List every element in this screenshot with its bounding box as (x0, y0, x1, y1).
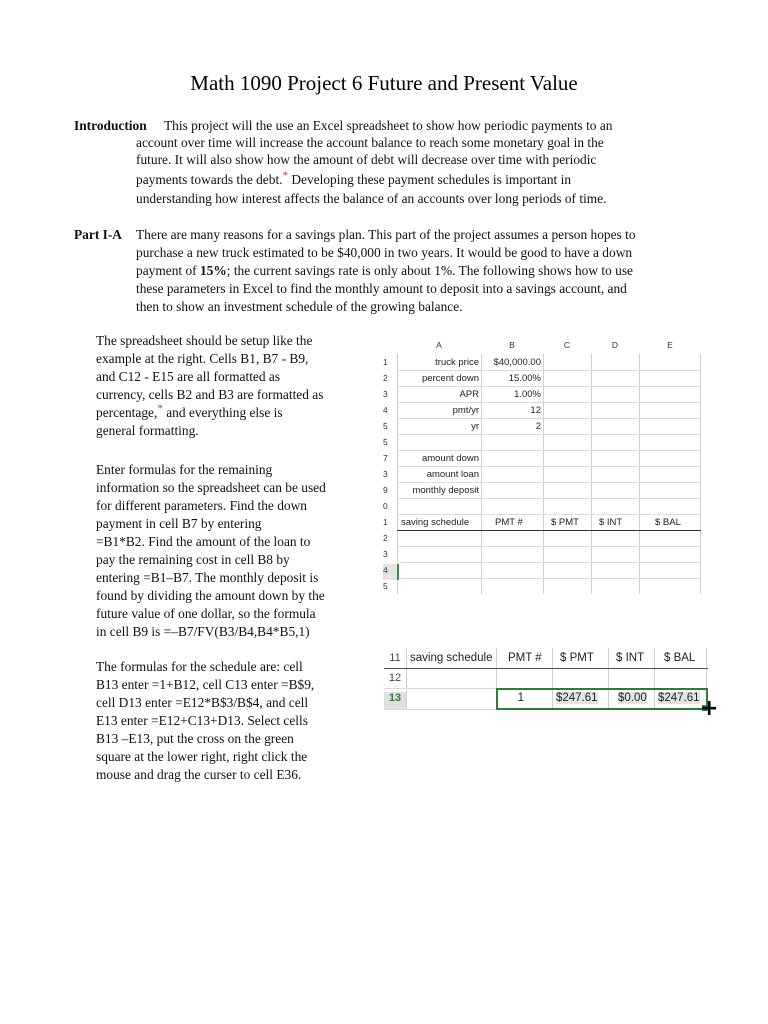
grid-vline (543, 354, 544, 594)
schedule-header-pmt: $ PMT (560, 652, 594, 664)
formula-line-7: entering =B1–B7. The monthly deposit is (96, 570, 319, 585)
schedule-line-3: cell D13 enter =E12*B$3/B$4, and cell (96, 695, 309, 710)
grid-hline (397, 498, 701, 499)
row-number: 3 (383, 549, 388, 559)
row-number: 5 (383, 437, 388, 447)
cell-a8: amount loan (426, 469, 479, 480)
cell-b4: 12 (530, 405, 541, 416)
grid-vline (481, 354, 482, 594)
column-header-d: D (611, 340, 619, 350)
row-number: 2 (383, 373, 388, 383)
setup-line-6: general formatting. (96, 423, 199, 438)
grid-vline (397, 354, 398, 594)
setup-line-5-text: percentage, (96, 405, 158, 420)
grid-vline (639, 354, 640, 594)
setup-line-5 (96, 404, 366, 422)
schedule-line-1: The formulas for the schedule are: cell (96, 659, 303, 674)
cell-e13[interactable]: $247.61 (658, 692, 700, 704)
schedule-line-5: B13 –E13, put the cross on the green (96, 731, 294, 746)
intro-line-2: account over time will increase the account balance to reach some monetary goal in the (136, 135, 604, 150)
formula-instructions (96, 461, 366, 641)
grid-hline (397, 450, 701, 451)
intro-line-3: future. It will also show how the amount of debt will decrease over time with periodic (136, 152, 597, 167)
column-header-a: A (436, 340, 442, 350)
grid-hline (397, 482, 701, 483)
setup-line-1: The spreadsheet should be setup like the (96, 333, 313, 348)
intro-line-1: This project will the use an Excel spreadsheet to show how periodic payments to an (164, 118, 613, 133)
grid-hline (397, 562, 701, 563)
row-number: 4 (383, 565, 388, 575)
formula-line-8: found by dividing the amount down by the (96, 588, 325, 603)
grid-hline (397, 514, 701, 515)
column-header-b: B (509, 340, 515, 350)
row-number: 7 (383, 453, 388, 463)
cell-a2: percent down (421, 373, 479, 384)
spreadsheet-example (383, 340, 701, 596)
formula-line-2: information so the spreadsheet can be used (96, 480, 326, 495)
column-header-c: C (563, 340, 571, 350)
schedule-line-6: square at the lower right, right click the (96, 749, 308, 764)
formula-line-5: =B1*B2. Find the amount of the loan to (96, 534, 311, 549)
setup-instructions (96, 332, 366, 440)
schedule-line-2: B13 enter =1+B12, cell C13 enter =B$9, (96, 677, 315, 692)
grid-vline (406, 648, 407, 710)
cell-d13[interactable]: $0.00 (618, 692, 647, 704)
cell-b2: 15.00% (508, 373, 541, 384)
schedule-header-pmt-number: PMT # (508, 652, 542, 664)
grid-hline (397, 434, 701, 435)
schedule-header-int: $ INT (616, 652, 645, 664)
introduction-paragraph (74, 116, 694, 216)
cell-a11: saving schedule (401, 517, 470, 528)
grid-hline (397, 546, 701, 547)
row-number: 0 (383, 501, 388, 511)
cell-a1: truck price (435, 357, 479, 368)
row-number-11: 11 (389, 652, 401, 664)
page-title: Math 1090 Project 6 Future and Present Value (190, 71, 578, 95)
intro-line-5: understanding how interest affects the balance of an accounts over long periods of time. (136, 191, 607, 206)
fill-cross-cursor-icon: + (700, 696, 719, 721)
cell-b11: PMT # (495, 517, 523, 528)
schedule-line-4: E13 enter =E12+C13+D13. Select cells (96, 713, 308, 728)
cell-b3: 1.00% (514, 389, 541, 400)
formula-line-3: for different parameters. Find the down (96, 498, 307, 513)
row-number: 4 (383, 405, 388, 415)
column-header-e: E (667, 340, 673, 350)
cell-a5: yr (471, 421, 479, 432)
intro-line-4-tail: Developing these payment schedules is important in (288, 172, 572, 187)
intro-line-4 (136, 170, 571, 189)
part-ia-heading: Part I-A (74, 227, 122, 242)
cell-a3: APR (459, 389, 479, 400)
grid-hline (397, 402, 701, 403)
part-line-4: these parameters in Excel to find the monthly amount to deposit into a savings account, and (136, 281, 627, 296)
row-number: 5 (383, 581, 388, 591)
schedule-line-7: mouse and drag the curser to cell E36. (96, 767, 302, 782)
introduction-heading: Introduction (74, 118, 147, 133)
cell-b5: 2 (535, 421, 541, 432)
grid-hline (384, 668, 708, 669)
intro-asterisk: * (282, 169, 289, 182)
cell-a7: amount down (421, 453, 479, 464)
schedule-instructions (96, 658, 366, 784)
cell-c11: $ PMT (551, 517, 579, 528)
spreadsheet-schedule-zoom (384, 648, 724, 726)
cell-e11: $ BAL (655, 517, 681, 528)
grid-hline (397, 370, 701, 371)
cell-a4: pmt/yr (452, 405, 479, 416)
cell-a9: monthly deposit (412, 485, 479, 496)
row-number: 1 (383, 357, 388, 367)
cell-c13[interactable]: $247.61 (556, 692, 598, 704)
row-number-12: 12 (388, 672, 402, 684)
formula-line-1: Enter formulas for the remaining (96, 462, 273, 477)
grid-hline (397, 466, 701, 467)
formula-line-9: future value of one dollar, so the formula (96, 606, 316, 621)
row-number: 1 (383, 517, 388, 527)
grid-hline-header-rule (397, 530, 701, 531)
setup-asterisk: * (157, 402, 163, 415)
part-line-2: purchase a new truck estimated to be $40,000 in two years. It would be good to have a down (136, 245, 633, 260)
cell-b13[interactable]: 1 (517, 692, 524, 704)
grid-hline (397, 386, 701, 387)
formula-line-4: payment in cell B7 by entering (96, 516, 262, 531)
row-number: 5 (383, 421, 388, 431)
down-payment-percent: 15% (199, 263, 227, 278)
formula-line-10: in cell B9 is =–B7/FV(B3/B4,B4*B5,1) (96, 624, 310, 639)
row-number: 9 (383, 485, 388, 495)
grid-vline (591, 354, 592, 594)
cell-b1: $40,000.00 (493, 357, 541, 368)
schedule-header-bal: $ BAL (664, 652, 696, 664)
row-number: 3 (383, 389, 388, 399)
row-number-13[interactable]: 13 (384, 692, 406, 709)
setup-line-5-tail: and everything else is (162, 405, 283, 420)
part-line-3-text: payment of (136, 263, 200, 278)
part-ia-paragraph (74, 225, 714, 325)
grid-hline (397, 418, 701, 419)
formula-line-6: pay the remaining cost in cell B8 by (96, 552, 290, 567)
intro-line-4-text: payments towards the debt. (136, 172, 283, 187)
schedule-header-label: saving schedule (410, 652, 493, 664)
setup-line-3: and C12 - E15 are all formatted as (96, 369, 281, 384)
row-number: 3 (383, 469, 388, 479)
part-line-3 (136, 261, 633, 280)
setup-line-4: currency, cells B2 and B3 are formatted as (96, 387, 324, 402)
setup-line-2: example at the right. Cells B1, B7 - B9, (96, 351, 309, 366)
cell-d11: $ INT (599, 517, 623, 528)
grid-hline (397, 578, 701, 579)
part-line-3-tail: ; the current savings rate is only about 1%. The following shows how to use (226, 263, 633, 278)
part-line-1: There are many reasons for a savings plan. This part of the project assumes a person hopes to (136, 227, 636, 242)
part-line-5: then to show an investment schedule of the growing balance. (136, 299, 463, 314)
row-number: 2 (383, 533, 388, 543)
grid-vline (700, 354, 701, 594)
